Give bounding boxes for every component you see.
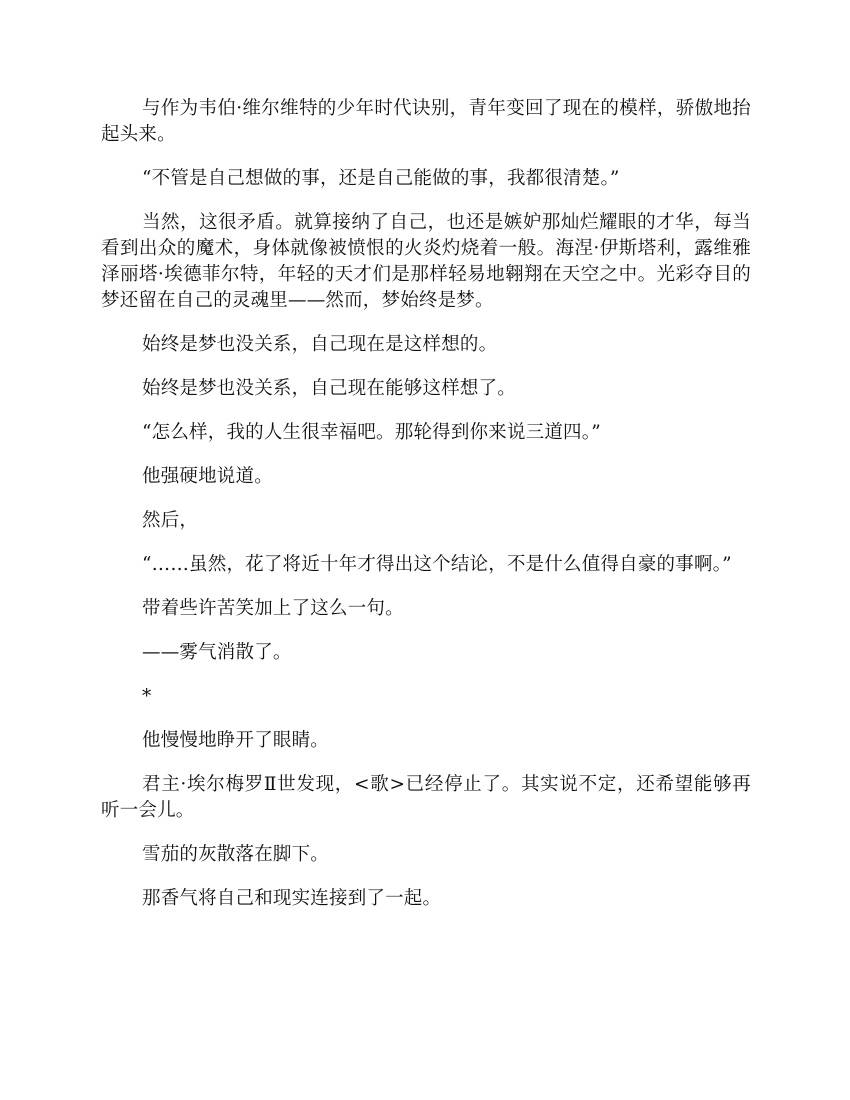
- paragraph: “不管是自己想做的事，还是自己能做的事，我都很清楚。”: [142, 168, 620, 189]
- paragraph: “怎么样，我的人生很幸福吧。那轮得到你来说三道四。”: [142, 422, 601, 443]
- paragraph: 始终是梦也没关系，自己现在是这样想的。: [142, 334, 498, 355]
- document-body: [101, 96, 751, 930]
- paragraph: 带着些许苦笑加上了这么一句。: [142, 598, 404, 619]
- paragraph: “……虽然，花了将近十年才得出这个结论，不是什么值得自豪的事啊。”: [142, 554, 732, 575]
- paragraph: 雪茄的灰散落在脚下。: [142, 844, 330, 865]
- paragraph: 君主·埃尔梅罗Ⅱ世发现，<歌>已经停止了。其实说不定，还希望能够再听一会儿。: [101, 774, 751, 821]
- paragraph: 他强硬地说道。: [142, 466, 273, 487]
- paragraph: 始终是梦也没关系，自己现在能够这样想了。: [142, 378, 517, 399]
- paragraph: 然后，: [142, 510, 199, 531]
- paragraph: 当然，这很矛盾。就算接纳了自己，也还是嫉妒那灿烂耀眼的才华，每当看到出众的魔术，身体就像被愤恨的火炎灼烧着一般。海涅·伊斯塔利，露维雅泽丽塔·埃德菲尔特，年轻的天才们是那样轻易地翱翔在天空之中。光彩夺目的梦还留在自己的灵魂里——然而，梦始终是梦。: [101, 212, 751, 311]
- paragraph: 那香气将自己和现实连接到了一起。: [142, 888, 442, 909]
- paragraph: 他慢慢地睁开了眼睛。: [142, 730, 330, 751]
- paragraph: ——雾气消散了。: [142, 642, 292, 663]
- paragraph: 与作为韦伯·维尔维特的少年时代诀别，青年变回了现在的模样，骄傲地抬起头来。: [101, 98, 751, 145]
- scene-break: *: [142, 686, 152, 707]
